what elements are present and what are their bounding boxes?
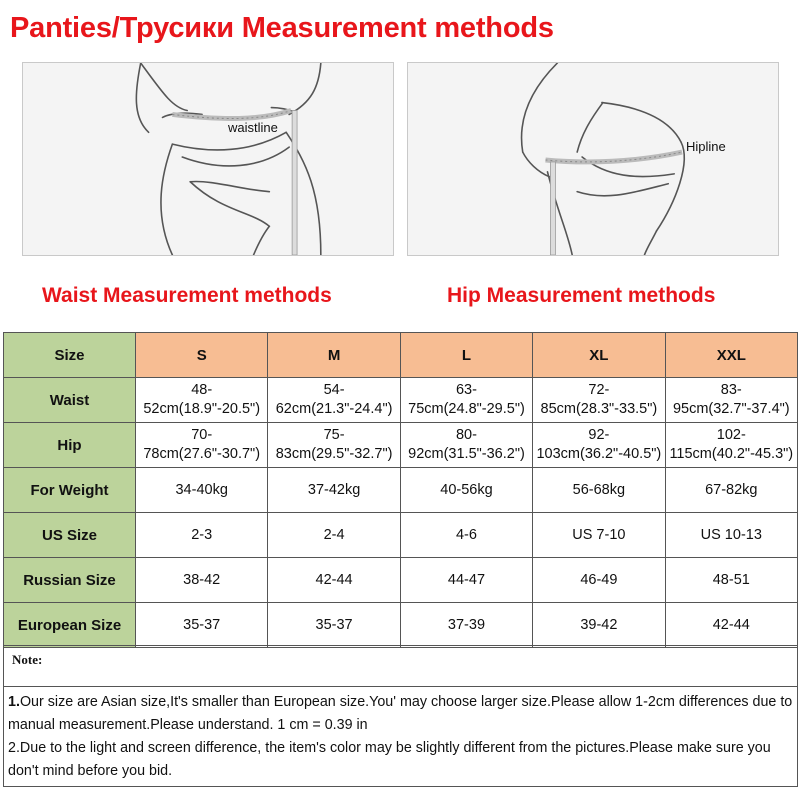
- hip-method-subtitle: Hip Measurement methods: [447, 284, 716, 307]
- table-cell: 42-44: [268, 558, 400, 603]
- table-cell: US 7-10: [533, 513, 665, 558]
- waist-illustration-drawing: [23, 63, 393, 255]
- note-line-1-text: Our size are Asian size,It's smaller than European size.You' may choose larger size.Please allow 1-2cm differences due to manual measurement.Please understand. 1 cm = 0.39 in: [8, 694, 793, 733]
- row-label: Hip: [4, 423, 136, 468]
- table-row-us-size: [4, 513, 798, 558]
- table-cell: 44-47: [400, 558, 532, 603]
- table-cell: US 10-13: [665, 513, 797, 558]
- size-header-label: Size: [4, 333, 136, 378]
- size-chart-table: [3, 332, 798, 648]
- table-cell: 102-115cm(40.2"-45.3"): [665, 423, 797, 468]
- size-header-cell: XXL: [665, 333, 797, 378]
- table-cell: 34-40kg: [136, 468, 268, 513]
- table-row-european-size: [4, 603, 798, 648]
- table-cell: 54-62cm(21.3"-24.4"): [268, 378, 400, 423]
- row-label: Russian Size: [4, 558, 136, 603]
- table-cell: 48-52cm(18.9"-20.5"): [136, 378, 268, 423]
- row-label: US Size: [4, 513, 136, 558]
- row-label: For Weight: [4, 468, 136, 513]
- note-line-2: 2.Due to the light and screen difference, the item's color may be slightly different from the pictures.Please make sure you don't mind before you bid.: [8, 740, 771, 779]
- table-cell: 92-103cm(36.2"-40.5"): [533, 423, 665, 468]
- table-cell: 37-42kg: [268, 468, 400, 513]
- table-row-weight: [4, 468, 798, 513]
- table-cell: 40-56kg: [400, 468, 532, 513]
- table-cell: 2-4: [268, 513, 400, 558]
- waist-measurement-illustration: [22, 62, 394, 256]
- note-line-1-number: 1.: [8, 694, 20, 710]
- table-row-russian-size: [4, 558, 798, 603]
- table-cell: 72-85cm(28.3"-33.5"): [533, 378, 665, 423]
- table-cell: 80-92cm(31.5"-36.2"): [400, 423, 532, 468]
- note-line-1: [8, 691, 793, 737]
- table-cell: 75-83cm(29.5"-32.7"): [268, 423, 400, 468]
- table-cell: 70-78cm(27.6"-30.7"): [136, 423, 268, 468]
- table-row-waist: [4, 378, 798, 423]
- table-cell: 35-37: [268, 603, 400, 648]
- table-cell: 56-68kg: [533, 468, 665, 513]
- table-cell: 46-49: [533, 558, 665, 603]
- size-header-row: [4, 333, 798, 378]
- notes-box: [3, 687, 798, 787]
- waistline-label: waistline: [228, 120, 278, 135]
- table-cell: 67-82kg: [665, 468, 797, 513]
- table-cell: 39-42: [533, 603, 665, 648]
- table-cell: 48-51: [665, 558, 797, 603]
- size-header-cell: L: [400, 333, 532, 378]
- table-cell: 4-6: [400, 513, 532, 558]
- table-cell: 42-44: [665, 603, 797, 648]
- table-cell: 38-42: [136, 558, 268, 603]
- note-title: Note:: [12, 652, 43, 667]
- hipline-label: Hipline: [686, 139, 726, 154]
- table-row-hip: [4, 423, 798, 468]
- size-header-cell: S: [136, 333, 268, 378]
- waist-method-subtitle: Waist Measurement methods: [42, 284, 332, 307]
- table-cell: 2-3: [136, 513, 268, 558]
- table-cell: 63-75cm(24.8"-29.5"): [400, 378, 532, 423]
- row-label: Waist: [4, 378, 136, 423]
- hip-illustration-drawing: [408, 63, 778, 255]
- hip-measurement-illustration: [407, 62, 779, 256]
- size-header-cell: XL: [533, 333, 665, 378]
- size-header-cell: M: [268, 333, 400, 378]
- table-cell: 37-39: [400, 603, 532, 648]
- table-cell: 83-95cm(32.7"-37.4"): [665, 378, 797, 423]
- note-header-box: [3, 645, 798, 687]
- row-label: European Size: [4, 603, 136, 648]
- table-cell: 35-37: [136, 603, 268, 648]
- page-title: Panties/Трусики Measurement methods: [10, 12, 554, 44]
